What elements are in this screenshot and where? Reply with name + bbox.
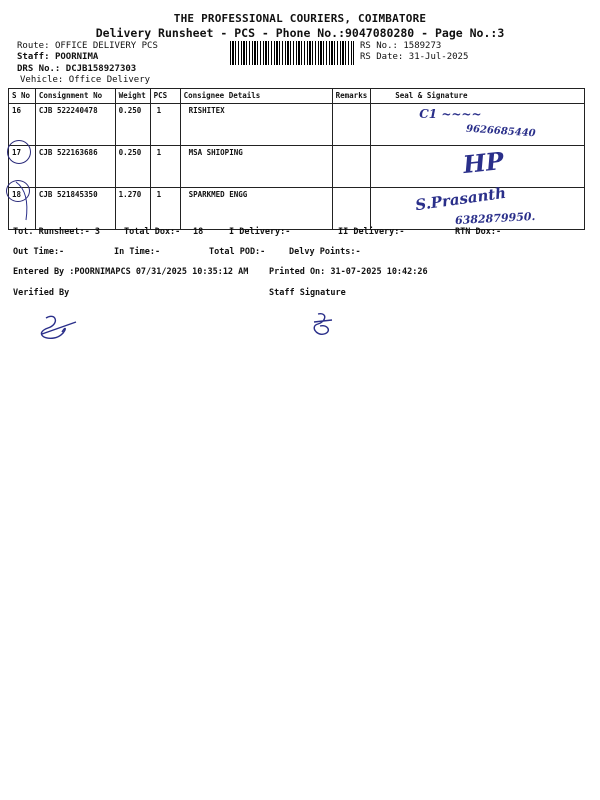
rs-no-line [360,41,441,51]
cell-consignee: RISHITEX [180,104,332,146]
rs-date-label: RS Date: [360,52,404,62]
route-value: OFFICE DELIVERY PCS [54,41,158,51]
route-label: Route: [17,41,50,51]
staff-signature-label: Staff Signature [269,288,346,298]
staff-label: Staff: [17,52,50,62]
table-header-row [9,89,585,104]
vehicle-line [20,75,150,85]
entered-by: Entered By :POORNIMAPCS 07/31/2025 10:35:12 AM [13,267,249,277]
header-pcs: PCS [150,89,180,104]
cell-consignee: SPARKMED ENGG [180,188,332,230]
staff-signature-scribble [308,310,343,340]
header-sno: S No [9,89,36,104]
handwritten-initials: HP [461,145,506,180]
handwritten-signature: S.Prasanth [414,183,508,215]
drs-value: DCJB158927303 [65,64,137,74]
table-row [9,188,585,230]
cell-weight: 0.250 [115,104,150,146]
runsheet-title: Delivery Runsheet - PCS - Phone No.:9047080280 - Page No.:3 [95,26,505,40]
cell-seal-signature [371,183,585,230]
row-18-pen-stroke [8,180,38,225]
company-title: THE PROFESSIONAL COURIERS, COIMBATORE [173,12,427,25]
header-seal-signature: Seal & Signature [371,89,585,104]
verified-signature-scribble [38,310,83,345]
cell-remarks [332,146,371,188]
cell-consignment: CJB 522240478 [35,104,115,146]
header-weight: Weight [115,89,150,104]
tot-runsheet: Tot. Runsheet:- 3 [13,227,100,237]
printed-on: Printed On: 31-07-2025 10:42:26 [269,267,428,277]
rtn-dox: RTN Dox:- [455,227,502,237]
rs-no-label: RS No.: [360,41,398,51]
vehicle-label: Vehicle: [20,75,64,85]
cell-seal-signature [371,146,585,188]
staff-value: POORNIMA [54,52,99,62]
cell-remarks [332,104,371,146]
vehicle-value: Office Delivery [68,75,151,85]
rs-date-line [360,52,468,62]
barcode [230,41,354,65]
row-17-circle-mark [7,140,31,164]
table-row [9,146,585,188]
ii-delivery: II Delivery:- [338,227,405,237]
cell-remarks [332,188,371,230]
cell-weight: 0.250 [115,146,150,188]
total-pod: Total POD:- [209,247,266,257]
total-dox-value: 18 [193,227,204,237]
handwritten-phone: 9626685440 [465,123,537,140]
cell-pcs: 1 [150,104,180,146]
cell-seal-signature [371,104,585,146]
in-time: In Time:- [114,247,161,257]
delivery-table [8,88,585,230]
i-delivery: I Delivery:- [229,227,291,237]
cell-consignee: MSA SHIOPING [180,146,332,188]
handwritten-signature-line-1: C1 ~~~~ [419,107,482,121]
cell-sno: 18 [9,188,36,230]
total-dox-label: Total Dox:- [124,227,181,237]
cell-weight: 1.270 [115,188,150,230]
handwritten-phone: 6382879950. [454,209,536,228]
rs-date-value: 31-Jul-2025 [408,52,469,62]
cell-pcs: 1 [150,188,180,230]
cell-pcs: 1 [150,146,180,188]
cell-consignment: CJB 522163686 [35,146,115,188]
route-line [17,41,158,51]
header-consignee: Consignee Details [180,89,332,104]
delvy-points: Delvy Points:- [289,247,361,257]
cell-sno: 16 [9,104,36,146]
header-consignment: Consignment No [35,89,115,104]
header-remarks: Remarks [332,89,371,104]
cell-sno: 17 [9,146,36,188]
staff-line [17,52,98,62]
drs-label: DRS No.: [17,64,61,74]
rs-no-value: 1589273 [403,41,442,51]
verified-by-label: Verified By [13,288,70,298]
table-row [9,104,585,146]
out-time: Out Time:- [13,247,65,257]
drs-line [17,64,136,74]
cell-consignment: CJB 521845350 [35,188,115,230]
